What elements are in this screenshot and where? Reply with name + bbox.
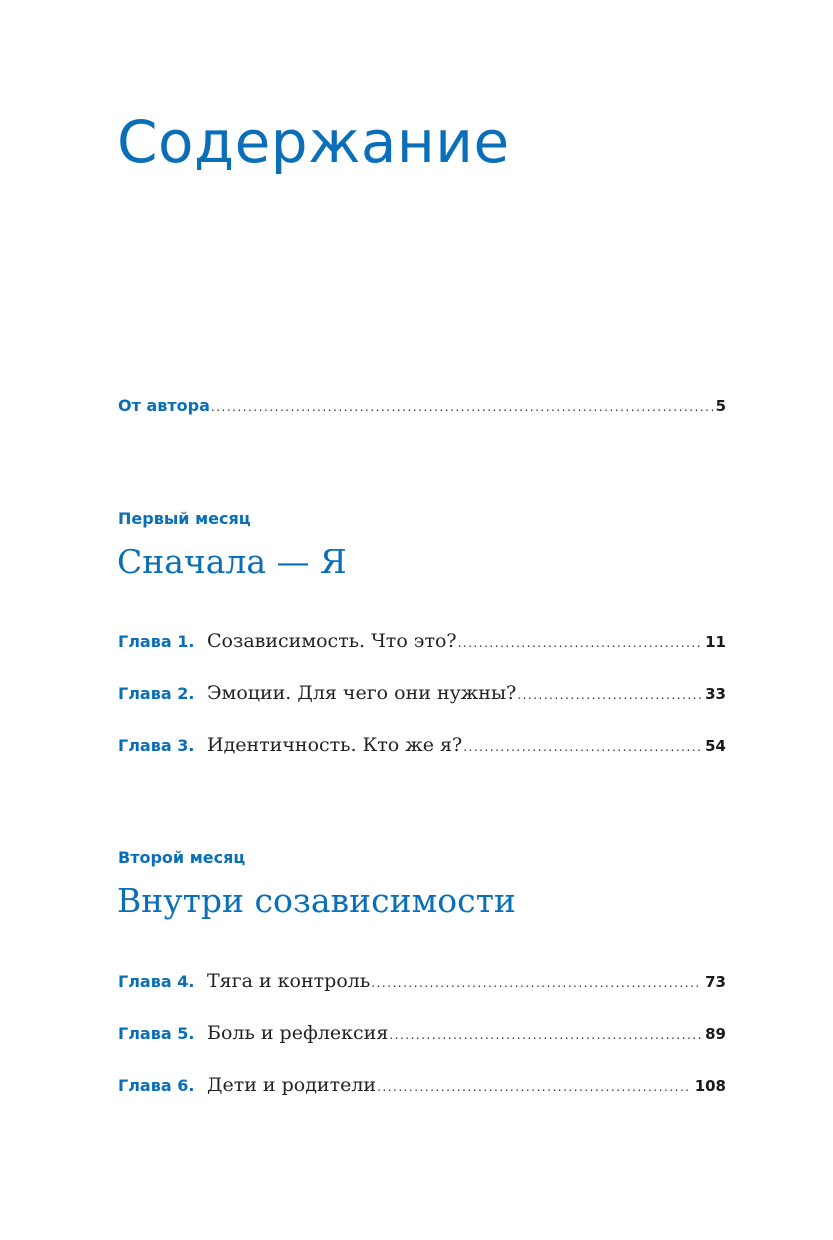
toc-entry-chapter-5[interactable] — [118, 1022, 726, 1044]
toc-entry-author[interactable] — [118, 396, 726, 415]
toc-entry-chapter-6[interactable] — [118, 1074, 726, 1096]
toc-entry-chapter-2[interactable] — [118, 682, 726, 704]
page-number: 54 — [705, 737, 726, 755]
dot-leader — [377, 1080, 692, 1094]
part-title: Внутри созависимости — [117, 881, 516, 920]
chapter-title: Боль и рефлексия — [207, 1022, 389, 1044]
chapter-title: Эмоции. Для чего они нужны? — [207, 682, 517, 704]
chapter-label: Глава 6. — [118, 1076, 195, 1095]
entry-label: От автора — [118, 396, 210, 415]
page-number: 89 — [705, 1025, 726, 1043]
page-number: 11 — [705, 633, 726, 651]
dot-leader — [371, 976, 702, 990]
chapter-title: Созависимость. Что это? — [207, 630, 457, 652]
dot-leader — [458, 636, 703, 650]
toc-entry-chapter-1[interactable] — [118, 630, 726, 652]
chapter-title: Тяга и контроль — [207, 970, 371, 992]
page-number: 108 — [694, 1077, 726, 1095]
dot-leader — [463, 740, 702, 754]
page-number: 73 — [705, 973, 726, 991]
chapter-label: Глава 4. — [118, 972, 195, 991]
page-title: Содержание — [117, 108, 510, 176]
page-number: 5 — [715, 397, 726, 415]
part-title: Сначала — Я — [117, 542, 347, 581]
dot-leader — [211, 400, 713, 414]
part-label: Второй месяц — [118, 848, 246, 867]
chapter-title: Идентичность. Кто же я? — [207, 734, 463, 756]
chapter-label: Глава 5. — [118, 1024, 195, 1043]
part-label: Первый месяц — [118, 509, 251, 528]
dot-leader — [517, 688, 702, 702]
page-number: 33 — [705, 685, 726, 703]
chapter-title: Дети и родители — [207, 1074, 377, 1096]
toc-entry-chapter-3[interactable] — [118, 734, 726, 756]
dot-leader — [389, 1028, 702, 1042]
chapter-label: Глава 3. — [118, 736, 195, 755]
chapter-label: Глава 2. — [118, 684, 195, 703]
chapter-label: Глава 1. — [118, 632, 195, 651]
toc-entry-chapter-4[interactable] — [118, 970, 726, 992]
